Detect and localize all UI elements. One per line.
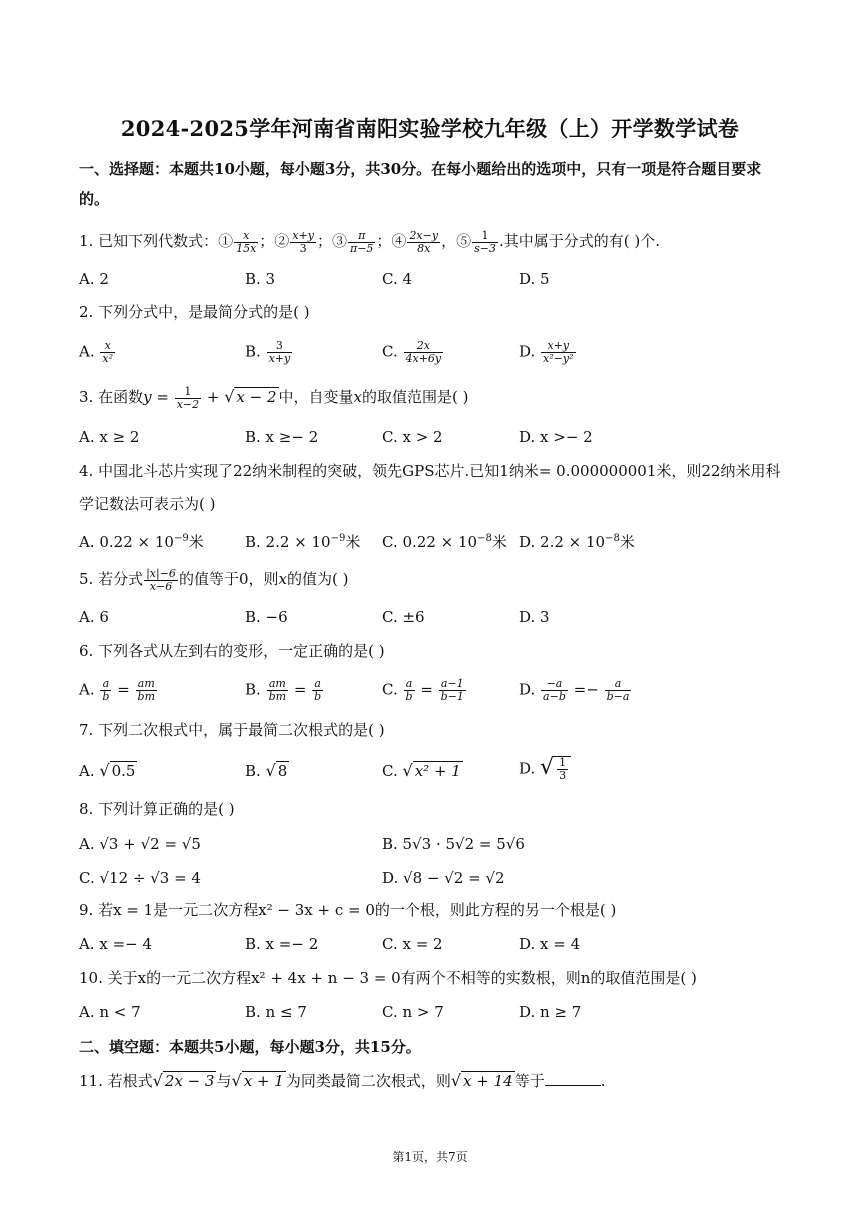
question-10: 10. 关于x的一元二次方程x² + 4x + n − 3 = 0有两个不相等的实数根，则n的取值范围是( ) — [79, 969, 697, 987]
question-4-line2: 学记数法可表示为( ) — [79, 495, 216, 513]
q7-option-a: A. √ 0.5 — [79, 761, 136, 780]
q1-option-b: B. 3 — [245, 270, 276, 288]
q5-option-c: C. ±6 — [382, 608, 425, 626]
q7-option-c: C. √ x² + 1 — [382, 761, 461, 780]
q10-option-a: A. n < 7 — [79, 1003, 141, 1021]
q1-option-d: D. 5 — [519, 270, 550, 288]
question-8: 8. 下列计算正确的是( ) — [79, 800, 235, 818]
q9-option-b: B. x =− 2 — [245, 935, 319, 953]
q8-option-b: B. 5√3 · 5√2 = 5√6 — [382, 835, 525, 853]
q1-stem: 1. 已知下列代数式：① — [79, 232, 234, 250]
q1-option-a: A. 2 — [79, 270, 109, 288]
section1-heading-cont: 的。 — [79, 190, 110, 208]
q4-option-c: C. $0.22 \times 10^{-8}$米 — [382, 533, 507, 551]
q1-fraction-4: $\frac{2x-y}{8x}$ — [409, 228, 439, 255]
question-11: 11. 若根式√ 2x − 3 与√ x + 1 为同类最简二次根式，则√ x + 14 等于 . — [79, 1071, 606, 1090]
q1-fraction-1: $\frac{x}{15x}$ — [236, 228, 257, 255]
q10-option-d: D. n ≥ 7 — [519, 1003, 582, 1021]
q7-option-b: B. √ 8 — [245, 761, 288, 780]
q3-option-a: A. x ≥ 2 — [79, 428, 140, 446]
q5-option-a: A. 6 — [79, 608, 109, 626]
q1-fraction-3: $\frac{\pi}{\pi-5}$ — [349, 228, 374, 255]
q6-option-a: A. $\frac{a}{b}$ = $\frac{am}{bm}$ — [79, 677, 156, 703]
q8-option-a: A. √3 + √2 = √5 — [79, 835, 201, 853]
question-7: 7. 下列二次根式中，属于最简二次根式的是( ) — [79, 721, 385, 739]
page-footer: 第1页，共7页 — [392, 1150, 468, 1164]
q10-option-b: B. n ≤ 7 — [245, 1003, 307, 1021]
q9-option-d: D. x = 4 — [519, 935, 581, 953]
q6-option-b: B. $\frac{am}{bm}$ = $\frac{a}{b}$ — [245, 677, 322, 703]
question-9: 9. 若x = 1是一元二次方程x² − 3x + c = 0的一个根，则此方程的另一个根是( ) — [79, 901, 617, 919]
q3-option-b: B. x ≥− 2 — [245, 428, 319, 446]
q5-option-b: B. −6 — [245, 608, 288, 626]
answer-blank[interactable] — [545, 1071, 601, 1086]
q2-option-b: B. $\frac{3}{x+y}$ — [245, 339, 291, 365]
q1-fraction-2: $\frac{x+y}{3}$ — [292, 228, 314, 255]
q8-option-d: D. √8 − √2 = √2 — [382, 869, 505, 887]
q1-fraction-5: $\frac{1}{s-3}$ — [474, 228, 496, 255]
q4-option-d: D. $2.2 \times 10^{-8}$米 — [519, 533, 635, 551]
q3-option-d: D. x >− 2 — [519, 428, 593, 446]
q8-option-c: C. √12 ÷ √3 = 4 — [79, 869, 201, 887]
q7-option-d: D. √ $\frac{1}{3}$ — [519, 756, 571, 782]
q6-option-d: D. $\frac{-a}{a-b}$ =− $\frac{a}{b-a}$ — [519, 677, 630, 703]
q2-option-d: D. $\frac{x+y}{\text{x²−y²}}$ — [519, 339, 574, 365]
q3-option-c: C. x > 2 — [382, 428, 443, 446]
q9-option-c: C. x = 2 — [382, 935, 443, 953]
question-6: 6. 下列各式从左到右的变形，一定正确的是( ) — [79, 642, 385, 660]
q3-radical: √ x − 2 — [224, 387, 277, 406]
q9-option-a: A. x =− 4 — [79, 935, 153, 953]
page-title: 2024-2025学年河南省南阳实验学校九年级（上）开学数学试卷 — [120, 116, 740, 141]
q10-option-c: C. n > 7 — [382, 1003, 444, 1021]
question-5: 5. 若分式 $\frac{|x|-6}{x-6}$ 的值等于0，则x的值为( ) — [79, 566, 349, 593]
q2-option-c: C. $\frac{2x}{4x+6y}$ — [382, 339, 442, 365]
q4-option-a: A. $0.22 \times 10^{-9}$米 — [79, 533, 204, 551]
question-1: 1. 已知下列代数式：① $\frac{x}{15x}$ ；② $\frac{x+y}{3}$ ；③ $\frac{\pi}{\pi-5}$ ；④ $\frac{2x-y}{8x}$ ，⑤ $\frac{1}{s-3}$ .其中属于分式的有( )个. — [79, 228, 660, 255]
q6-option-c: C. $\frac{a}{b}$ = $\frac{a-1}{b-1}$ — [382, 677, 464, 703]
question-3: 3. 在函数y = $\frac{1}{x-2}$ + √ x − 2 中，自变量x的取值范围是( ) — [79, 384, 469, 411]
question-2: 2. 下列分式中，是最简分式的是( ) — [79, 303, 310, 321]
q1-option-c: C. 4 — [382, 270, 413, 288]
question-4-line1: 4. 中国北斗芯片实现了22纳米制程的突破，领先GPS芯片.已知1纳米= 0.000000001米，则22纳米用科 — [79, 462, 781, 480]
q4-option-b: B. $2.2 \times 10^{-9}$米 — [245, 533, 361, 551]
q2-option-a: A. $\frac{x}{\text{x²}}$ — [79, 339, 114, 365]
section1-heading: 一、选择题：本题共10小题，每小题3分，共30分。在每小题给出的选项中，只有一项是符合题目要求 — [79, 160, 762, 178]
section2-heading: 二、填空题：本题共5小题，每小题3分，共15分。 — [79, 1038, 421, 1056]
q5-option-d: D. 3 — [519, 608, 550, 626]
